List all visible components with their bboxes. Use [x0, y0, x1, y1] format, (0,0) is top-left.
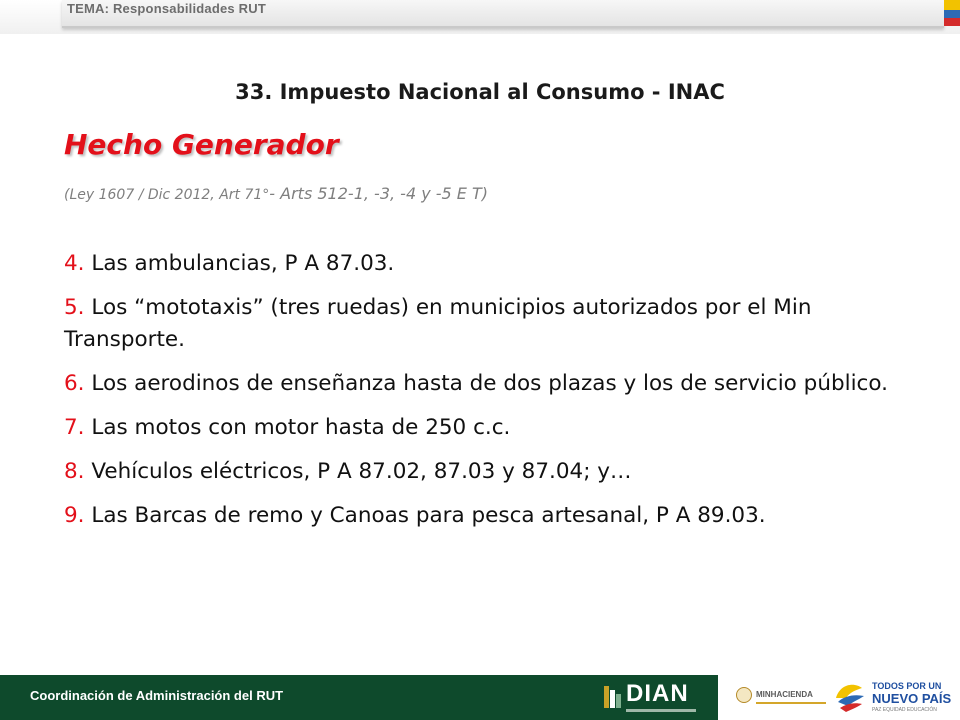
item-number: 8.: [64, 459, 85, 484]
list-item: [64, 292, 904, 356]
item-number: 5.: [64, 295, 85, 320]
topic-label: TEMA: Responsabilidades RUT: [67, 1, 266, 16]
item-text: Las Barcas de remo y Canoas para pesca artesanal, P A 89.03.: [84, 503, 766, 528]
government-logos: [718, 675, 960, 720]
item-text: Las motos con motor hasta de 250 c.c.: [84, 415, 511, 440]
nuevo-pais-line3: PAZ EQUIDAD EDUCACIÓN: [872, 707, 937, 713]
section-heading: Hecho Generador: [64, 128, 339, 161]
minhacienda-logo: [736, 685, 828, 707]
nuevo-pais-line2: NUEVO PAÍS: [872, 691, 952, 706]
list-item: [64, 456, 904, 488]
list-item: [64, 412, 904, 444]
item-text: Los aerodinos de enseñanza hasta de dos plazas y los de servicio público.: [84, 371, 888, 396]
item-number: 6.: [64, 371, 85, 396]
legal-reference: [64, 184, 488, 203]
item-text: Los “mototaxis” (tres ruedas) en municipios autorizados por el Min Transporte.: [64, 295, 812, 352]
dian-logo-text: DIAN: [626, 680, 689, 707]
item-number: 7.: [64, 415, 85, 440]
legal-ref-part1: (Ley 1607 / Dic 2012, Art 71°: [64, 187, 270, 203]
item-list: [64, 248, 904, 544]
slide-title: 33. Impuesto Nacional al Consumo - INAC: [235, 80, 725, 104]
item-text: Vehículos eléctricos, P A 87.02, 87.03 y 87.04; y…: [84, 459, 632, 484]
item-number: 4.: [64, 251, 85, 276]
item-text: Las ambulancias, P A 87.03.: [84, 251, 395, 276]
nuevo-pais-logo: [830, 678, 958, 718]
minhacienda-logo-text: MINHACIENDA: [756, 690, 813, 699]
footer-text: Coordinación de Administración del RUT: [30, 688, 284, 703]
list-item: [64, 500, 904, 532]
colombia-flag-icon: [830, 678, 870, 718]
footer-bar: [0, 675, 960, 720]
top-bar: [0, 0, 960, 34]
coat-of-arms-icon: [736, 687, 752, 703]
item-number: 9.: [64, 503, 85, 528]
legal-ref-part2: - Arts 512-1, -3, -4 y -5 E T): [269, 184, 489, 203]
nuevo-pais-line1: TODOS POR UN: [872, 681, 942, 691]
flag-stripe: [944, 0, 960, 34]
dian-emblem-icon: [604, 684, 622, 710]
dian-subtitle-line: [626, 709, 696, 712]
dian-logo: [604, 680, 704, 716]
list-item: [64, 248, 904, 280]
minhacienda-underline: [756, 702, 826, 704]
list-item: [64, 368, 904, 400]
